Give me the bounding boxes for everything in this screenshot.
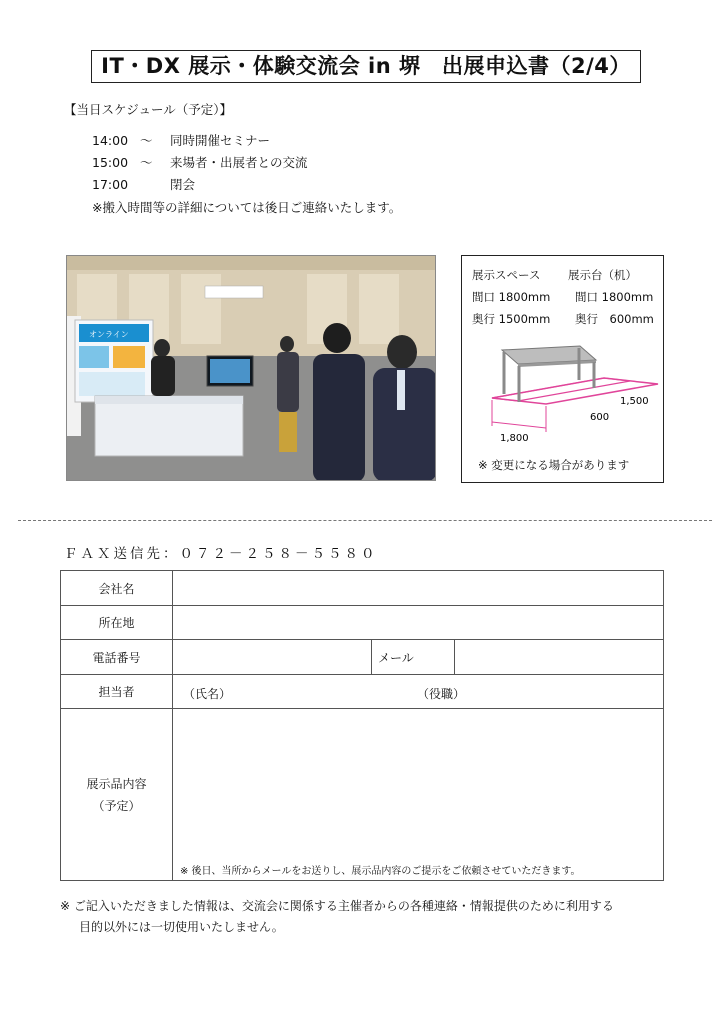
schedule-time: 17:00 (92, 177, 129, 192)
schedule-time: 14:00 (92, 133, 129, 148)
application-form (60, 570, 664, 881)
spec-change-note: ※ 変更になる場合があります (478, 458, 630, 472)
exhibit-label-line2: （予定） (92, 798, 141, 813)
title-hint: （役職） (417, 687, 466, 701)
phone-field[interactable] (173, 640, 372, 675)
email-label: メール (372, 640, 455, 675)
table-depth: 奥行 600mm (575, 312, 654, 326)
event-photo (66, 255, 436, 481)
schedule-row (92, 131, 270, 149)
exhibit-label (61, 709, 173, 881)
phone-label: 電話番号 (61, 640, 173, 675)
cut-line (18, 520, 712, 521)
event-photo-illustration (67, 256, 436, 481)
address-label: 所在地 (61, 606, 173, 640)
schedule-label: 同時開催セミナー (170, 133, 271, 148)
dim-600: 600 (590, 412, 610, 423)
dim-1800: 1,800 (500, 433, 529, 444)
table-heading: 展示台（机） (568, 268, 637, 282)
schedule-row (92, 153, 308, 171)
space-width: 間口 1800mm (472, 290, 551, 304)
schedule-heading: 【当日スケジュール（予定）】 (64, 102, 233, 117)
email-field[interactable] (455, 640, 664, 675)
space-depth: 奥行 1500mm (472, 312, 551, 326)
booth-diagram (462, 336, 662, 454)
fax-number: ＦＡＸ送信先：０７２－２５８－５５８０ (64, 546, 378, 562)
address-field[interactable] (173, 606, 664, 640)
schedule-note: ※搬入時間等の詳細については後日ご連絡いたします。 (92, 200, 402, 215)
schedule-time: 15:00 (92, 155, 129, 170)
exhibit-label-line1: 展示品内容 (86, 776, 147, 791)
schedule-tilde: ～ (140, 133, 153, 148)
company-field[interactable] (173, 571, 664, 606)
table-width: 間口 1800mm (575, 290, 654, 304)
privacy-note-line2: 目的以外には一切使用いたしません。 (79, 920, 284, 934)
company-label: 会社名 (61, 571, 173, 606)
schedule-label: 閉会 (170, 177, 196, 192)
table-footprint (492, 378, 630, 401)
schedule-row (92, 175, 195, 193)
exhibit-spec-box (461, 255, 664, 483)
schedule-tilde: ～ (140, 155, 153, 170)
exhibit-field[interactable] (173, 709, 664, 881)
name-hint: （氏名） (183, 687, 232, 701)
schedule-label: 来場者・出展者との交流 (170, 155, 308, 170)
photo-sign-text: オンライン (89, 330, 129, 339)
privacy-note-line1: ※ ご記入いただきました情報は、交流会に関係する主催者からの各種連絡・情報提供のために利用する (60, 899, 614, 913)
space-heading: 展示スペース (472, 268, 541, 282)
page-title: IT・DX 展示・体験交流会 in 堺 出展申込書（2/4） (91, 50, 641, 83)
dim-1500: 1,500 (620, 396, 649, 407)
contact-field[interactable] (173, 675, 664, 709)
contact-label: 担当者 (61, 675, 173, 709)
exhibit-note: ※ 後日、当所からメールをお送りし、展示品内容のご提示をご依頼させていただきます。 (180, 866, 581, 877)
